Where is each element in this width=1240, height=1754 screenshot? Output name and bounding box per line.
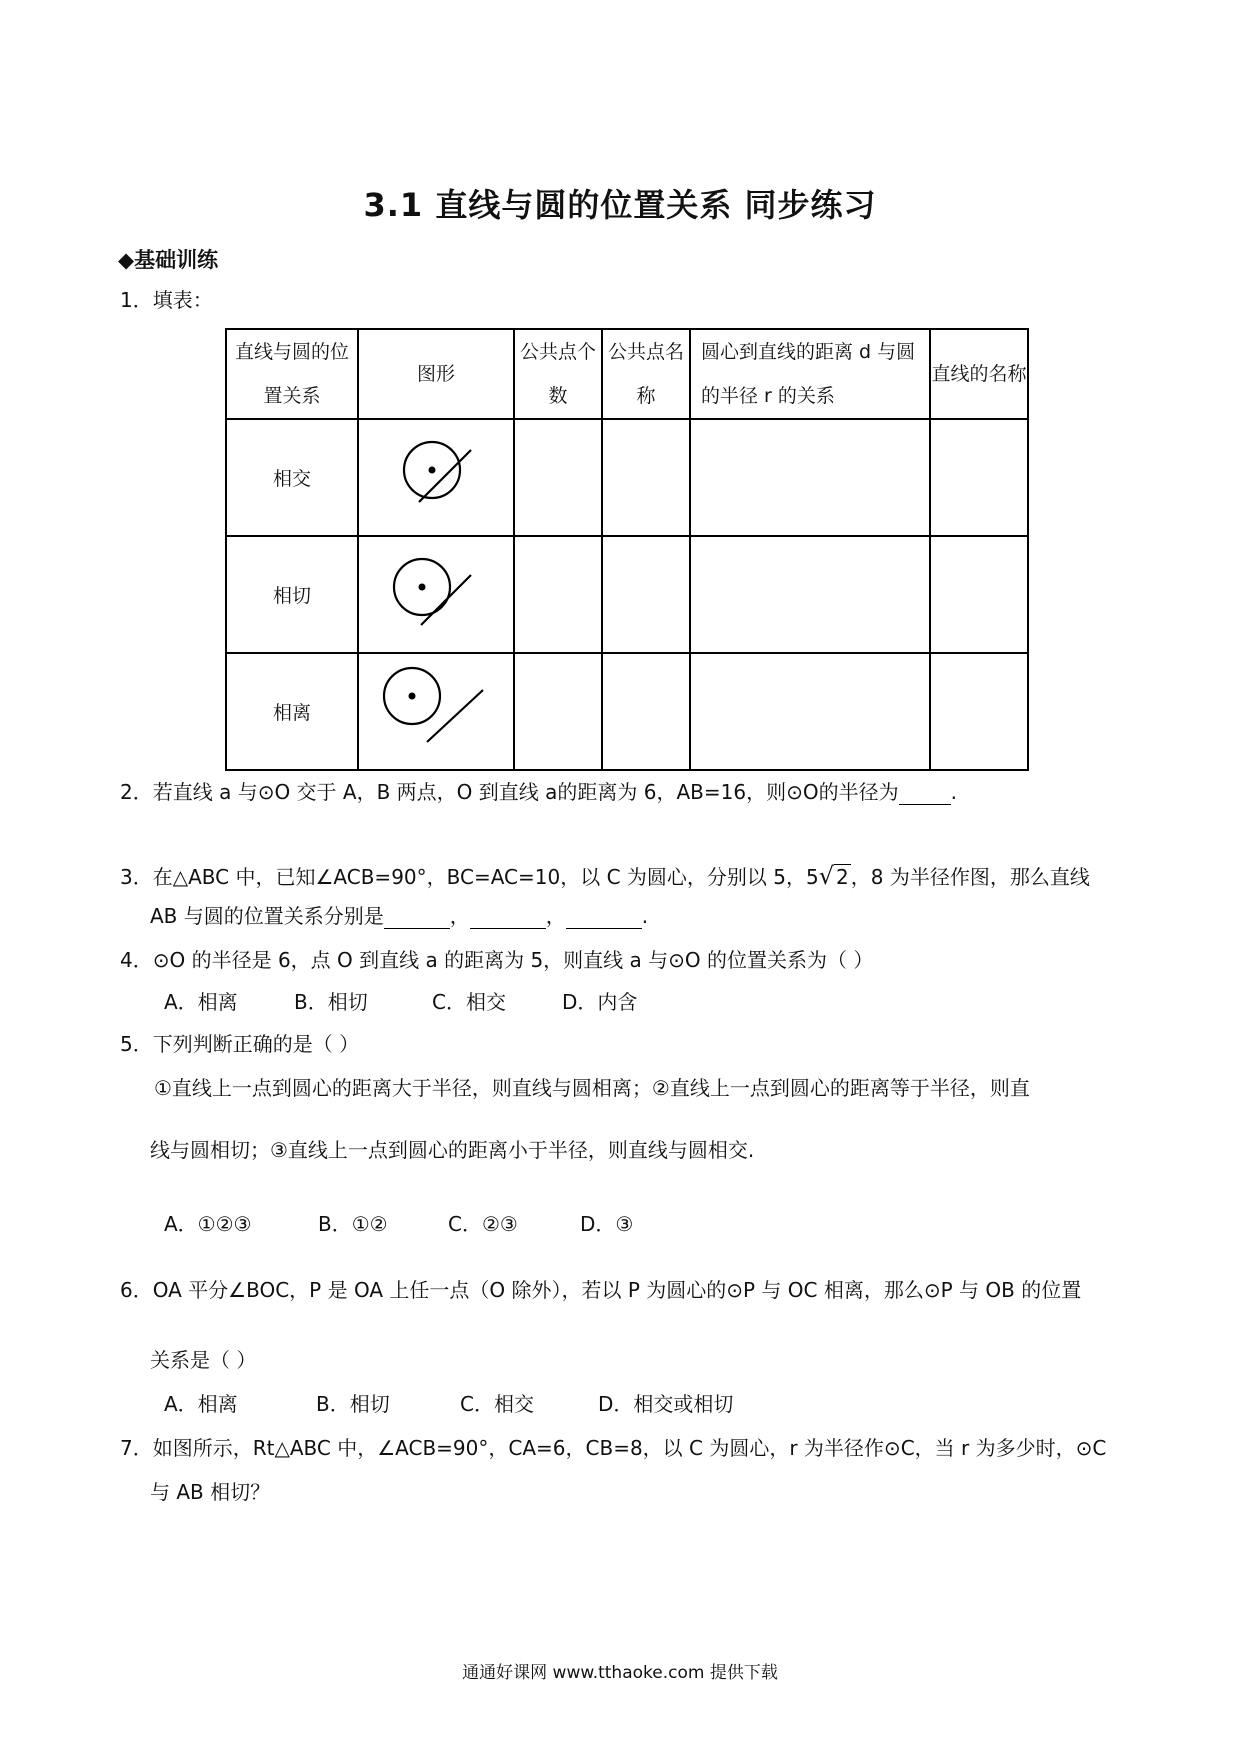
question-text: OA 平分∠BOC，P 是 OA 上任一点（O 除外），若以 P 为圆心的⊙P 与 OC 相离，那么⊙P 与 OB 的位置 (152, 1278, 1082, 1302)
question-2 (120, 780, 957, 805)
separator: ， (545, 904, 566, 928)
question-3-line-2 (150, 904, 648, 929)
option-c[interactable]: C．相交 (460, 1392, 534, 1416)
answer-cell[interactable] (602, 419, 690, 536)
question-5-statement-2 (150, 1138, 754, 1162)
row-label: 相交 (226, 419, 358, 536)
header-cell: 公共点名称 (602, 329, 690, 419)
question-text: 下列判断正确的是（ ） (152, 1032, 360, 1056)
statement-text: ①直线上一点到圆心的距离大于半径，则直线与圆相离；②直线上一点到圆心的距离等于半径，则直 (154, 1076, 1030, 1100)
option-c[interactable]: C．②③ (448, 1212, 518, 1236)
question-number: 5． (120, 1032, 153, 1056)
option-d[interactable]: D．内含 (562, 990, 638, 1014)
answer-cell[interactable] (690, 536, 930, 653)
question-number: 2． (120, 780, 153, 804)
figure-cell (358, 653, 514, 770)
answer-cell[interactable] (602, 536, 690, 653)
separate-figure (359, 654, 513, 764)
fill-table (225, 328, 1029, 771)
question-6-options (164, 1392, 733, 1416)
question-number: 1． (120, 288, 153, 312)
tangent-figure (359, 537, 513, 647)
question-text: 填表： (152, 288, 213, 312)
answer-cell[interactable] (690, 419, 930, 536)
header-cell: 直线的名称 (930, 329, 1028, 419)
question-6-line-2 (150, 1348, 256, 1372)
question-text: 在△ABC 中，已知∠ACB=90°，BC=AC=10，以 C 为圆心，分别以 5，5 (152, 865, 819, 889)
option-d[interactable]: D．③ (580, 1212, 634, 1236)
question-3-line-1 (120, 862, 1090, 891)
question-5-statement-1 (154, 1076, 1030, 1100)
center-dot (419, 584, 426, 591)
answer-blank[interactable] (899, 780, 951, 805)
center-dot (409, 693, 416, 700)
row-label: 相离 (226, 653, 358, 770)
question-number: 6． (120, 1278, 153, 1302)
option-d[interactable]: D．相交或相切 (598, 1392, 734, 1416)
header-cell: 直线与圆的位置关系 (226, 329, 358, 419)
question-text: 若直线 a 与⊙O 交于 A，B 两点，O 到直线 a的距离为 6，AB=16，则⊙O的半径为 (152, 780, 899, 804)
question-text: ，8 为半径作图，那么直线 (850, 865, 1090, 889)
option-b[interactable]: B．相切 (294, 990, 368, 1014)
question-text: 如图所示，Rt△ABC 中，∠ACB=90°，CA=6，CB=8，以 C 为圆心，r 为半径作⊙C，当 r 为多少时，⊙C (152, 1436, 1107, 1460)
answer-cell[interactable] (690, 653, 930, 770)
radicand: 2 (836, 865, 849, 889)
answer-cell[interactable] (930, 419, 1028, 536)
option-a[interactable]: A．相离 (164, 990, 238, 1014)
option-b[interactable]: B．①② (318, 1212, 388, 1236)
table-header-row (226, 329, 1028, 419)
page-footer: 通通好课网 www.tthaoke.com 提供下载 (462, 1663, 778, 1683)
center-dot (429, 467, 436, 474)
header-cell: 图形 (358, 329, 514, 419)
question-text: ⊙O 的半径是 6，点 O 到直线 a 的距离为 5，则直线 a 与⊙O 的位置关系为（ ） (152, 948, 874, 972)
question-number: 7． (120, 1436, 153, 1460)
intersect-figure (359, 420, 513, 530)
question-7-line-1 (120, 1436, 1106, 1460)
question-number: 3． (120, 865, 153, 889)
answer-cell[interactable] (930, 653, 1028, 770)
question-text: 关系是（ ） (150, 1348, 257, 1372)
table-row (226, 653, 1028, 770)
sqrt-symbol: √ 2 (818, 862, 849, 890)
table-row (226, 536, 1028, 653)
question-1 (120, 288, 213, 312)
option-b[interactable]: B．相切 (316, 1392, 390, 1416)
answer-cell[interactable] (930, 536, 1028, 653)
table-row (226, 419, 1028, 536)
answer-blank[interactable] (384, 904, 450, 929)
figure-cell (358, 536, 514, 653)
question-number: 4． (120, 948, 153, 972)
option-c[interactable]: C．相交 (432, 990, 506, 1014)
option-a[interactable]: A．相离 (164, 1392, 238, 1416)
answer-cell[interactable] (514, 419, 602, 536)
question-5-options (164, 1212, 633, 1236)
page-title: 3.1 直线与圆的位置关系 同步练习 (363, 186, 877, 224)
section-heading: ◆基础训练 (118, 248, 219, 272)
question-end: . (950, 780, 957, 804)
answer-cell[interactable] (602, 653, 690, 770)
header-cell: 公共点个数 (514, 329, 602, 419)
option-a[interactable]: A．①②③ (164, 1212, 252, 1236)
question-text: 与 AB 相切？ (150, 1480, 271, 1504)
row-label: 相切 (226, 536, 358, 653)
line-shape (427, 690, 483, 742)
question-6-line-1 (120, 1278, 1081, 1302)
figure-cell (358, 419, 514, 536)
question-4 (120, 948, 873, 972)
answer-blank[interactable] (470, 904, 546, 929)
answer-cell[interactable] (514, 653, 602, 770)
question-5 (120, 1032, 359, 1056)
line-shape (421, 575, 471, 625)
answer-blank[interactable] (566, 904, 642, 929)
header-cell: 圆心到直线的距离 d 与圆的半径 r 的关系 (690, 329, 930, 419)
question-text: AB 与圆的位置关系分别是 (150, 904, 384, 928)
separator: ， (449, 904, 470, 928)
statement-text: 线与圆相切；③直线上一点到圆心的距离小于半径，则直线与圆相交. (150, 1138, 755, 1162)
question-4-options (164, 990, 637, 1014)
answer-cell[interactable] (514, 536, 602, 653)
question-7-line-2 (150, 1480, 270, 1504)
question-end: . (641, 904, 649, 928)
